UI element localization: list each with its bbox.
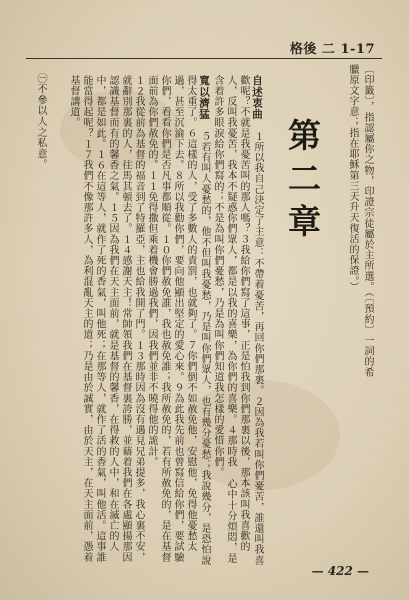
chapter-reference: 格後 二 1-17 xyxy=(289,42,375,57)
chapter-title: 第二章 xyxy=(283,118,322,247)
intro-column: 臘原文字意；指在耶穌第三天升天復活的保證。） xyxy=(347,64,358,293)
footnote: ㊀不參以人之私意。 xyxy=(35,73,46,171)
intro-column: 〔印籤〕，指認屬你之物，印證宗徒屬於主所選。（〔預約〕一詞的希 xyxy=(362,64,373,378)
page-number: — 422 — xyxy=(312,564,369,578)
paragraph: １２我從前為基督的福音到了特羅亞，主也給我開了門。１３那時因為沒有遇見兄弟提多，我心裏不安，就辭別那裏的人，往馬其頓去了。１４感謝天主！常帥領我們在基督裏誇勝，並藉着我們在各處顯揚那因認識基督而有的馨香之氣。１５因為我們在天主面前，就是基督的馨香，在得救的人中，和在滅亡的人中，都是如此。１６在這等人，就作了死的香氣，叫他死；在那等人，就作了活的香氣，叫他活。這事誰能當得起呢？１７我們不像那許多人，為利混亂天主的道；乃是由於誠實，由於天主，在天主面前，憑着基督講道。 xyxy=(68,75,144,563)
section-heading: 自述衷曲 xyxy=(251,75,263,120)
paragraph: 心中十分煩悶，是含着許多眼淚給你們寫的；不是為叫你們憂愁，乃是為叫你們知道我怎樣的愛惜你們。 xyxy=(212,75,236,564)
body-text xyxy=(64,75,264,571)
header-rule xyxy=(26,58,382,59)
paragraph: ５若有叫人憂愁的，他不但叫我憂愁，乃是叫你們眾人，也有幾分憂愁；我說幾分，是恐怕說得太重了。６這樣的人，受了多數人的責罰，也就夠了。７你們倒不如赦免他，安慰他，免得他憂愁太過，甚至沉淪下去。８所以我勸你們，要向他顯出堅定的愛心來。９為此我先前也曾寫信給你們，要試驗你們，看看你們是否凡事都順從。１０你們赦免誰，我也赦免誰；我所赦免的，若有所赦免的，是在基督面前為你們赦免的。１１免得撒但乘着機會勝過我們，因我們並非不曉得他的詭計。 xyxy=(146,75,210,566)
section-heading: 寬以濟猛 xyxy=(198,75,210,120)
paragraph: １所以我自己決定了主意：不帶着憂苦，再回你們那裏。２因為我若叫你們憂苦，誰還叫我喜歡呢？不就是我憂苦叫的那人嗎？３我給你們寫了這事，正是怕我到你們那裏以後，那本該叫我喜歡的人，反叫我憂苦，我本不疑惑你們眾人，都是以我的喜樂，為你們的喜樂。４那時我 xyxy=(225,75,263,566)
